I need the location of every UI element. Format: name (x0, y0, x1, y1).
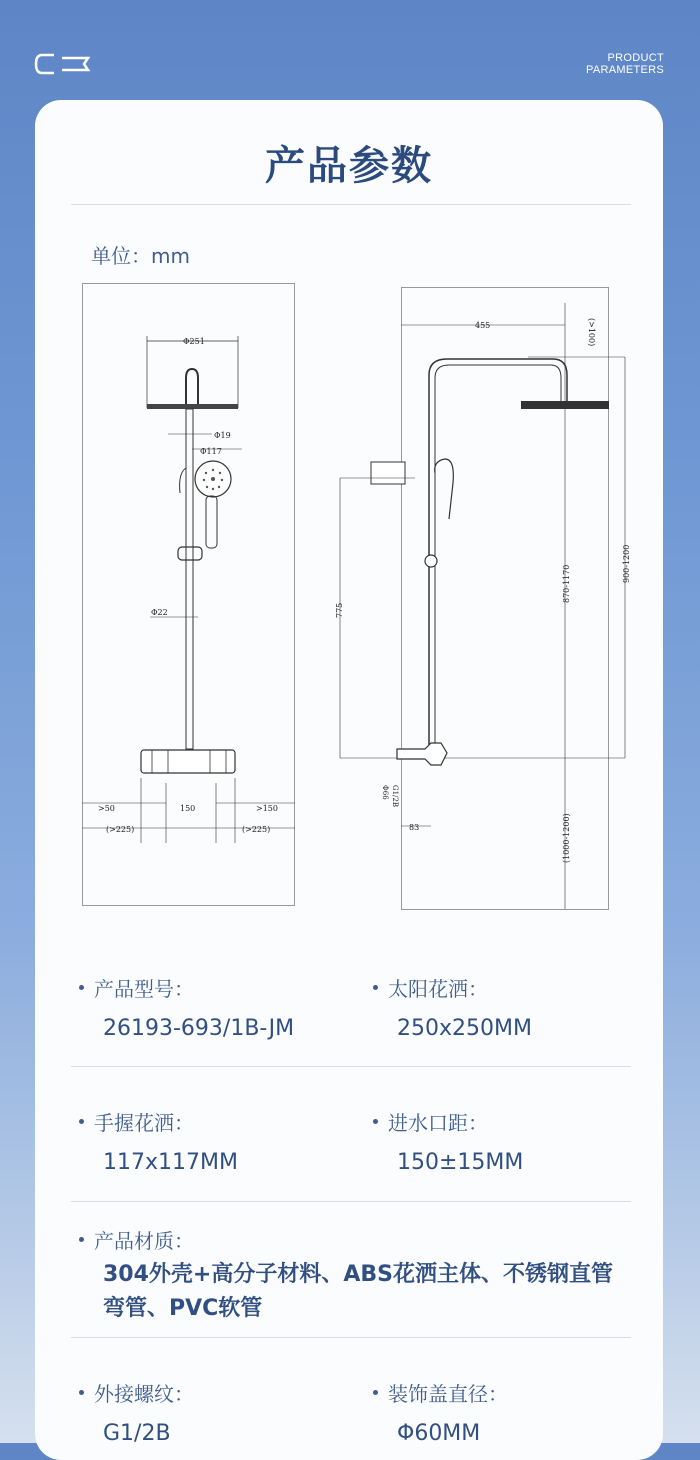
spec-divider-1 (71, 1066, 631, 1067)
dim-g12: G1/2B (391, 785, 399, 808)
spec-material-label: 产品材质： (94, 1229, 194, 1253)
brand-logo-icon (34, 52, 92, 76)
spec-divider-3 (71, 1337, 631, 1338)
dim-right-150: >150 (256, 804, 278, 813)
spec-cover-diameter-value: Φ60MM (397, 1421, 481, 1446)
dim-arm-dia: Φ19 (214, 431, 231, 440)
dim-top-100: (>100) (587, 318, 596, 347)
bullet-icon (79, 1390, 84, 1395)
spec-cover-diameter (373, 1378, 508, 1451)
bullet-icon (79, 1119, 84, 1124)
dim-hand-dia: Φ117 (200, 447, 222, 456)
bullet-icon (373, 1119, 378, 1124)
dim-pipe-dia: Φ22 (151, 608, 168, 617)
parameters-card (35, 100, 663, 1460)
page-title: 产品参数 (265, 143, 433, 189)
spec-material-value: 304外壳+高分子材料、ABS花洒主体、不锈钢直管弯管、PVC软管 (103, 1262, 613, 1321)
spec-model (79, 973, 294, 1046)
spec-inlet-distance-value: 150±15MM (397, 1150, 524, 1175)
dim-1000-1200: (1000-1200) (562, 813, 571, 863)
dim-66: Φ66 (381, 785, 389, 800)
spec-thread (79, 1378, 194, 1451)
spec-model-label: 产品型号： (94, 977, 194, 1001)
dim-83: 83 (409, 823, 420, 832)
dim-reach: 455 (475, 321, 491, 330)
title-divider (71, 204, 631, 205)
spec-hand-shower (79, 1107, 238, 1180)
spec-hand-shower-label: 手握花洒： (94, 1111, 194, 1135)
spec-material (79, 1225, 619, 1326)
dim-775: 775 (335, 602, 344, 618)
side-view-drawing (335, 283, 650, 913)
unit-label: 单位：mm (91, 244, 190, 268)
spec-rain-shower-value: 250x250MM (397, 1016, 532, 1041)
spec-divider-2 (71, 1201, 631, 1202)
spec-rain-shower (373, 973, 532, 1046)
spec-inlet-distance (373, 1107, 523, 1180)
bullet-icon (373, 985, 378, 990)
corner-label-line2: PARAMETERS (586, 64, 664, 76)
dim-spacing-150: 150 (180, 804, 196, 813)
bullet-icon (373, 1390, 378, 1395)
bullet-icon (79, 1237, 84, 1242)
dim-900-1200: 900-1200 (622, 544, 631, 583)
spec-hand-shower-value: 117x117MM (103, 1150, 238, 1175)
bullet-icon (79, 985, 84, 990)
spec-model-value: 26193-693/1B-JM (103, 1016, 295, 1041)
product-parameters-label (586, 52, 664, 76)
spec-cover-diameter-label: 装饰盖直径： (388, 1382, 508, 1406)
dim-870-1170: 870-1170 (562, 564, 571, 603)
spec-thread-label: 外接螺纹： (94, 1382, 194, 1406)
corner-label-line1: PRODUCT (607, 52, 664, 64)
dim-left-50: >50 (98, 804, 115, 813)
dim-right-225: (>225) (242, 825, 271, 834)
dim-left-225: (>225) (106, 825, 135, 834)
spec-thread-value: G1/2B (103, 1421, 171, 1446)
spec-rain-shower-label: 太阳花洒： (388, 977, 488, 1001)
spec-inlet-distance-label: 进水口距： (388, 1111, 488, 1135)
dim-head-dia: Φ251 (183, 337, 205, 346)
front-view-drawing (82, 283, 297, 908)
